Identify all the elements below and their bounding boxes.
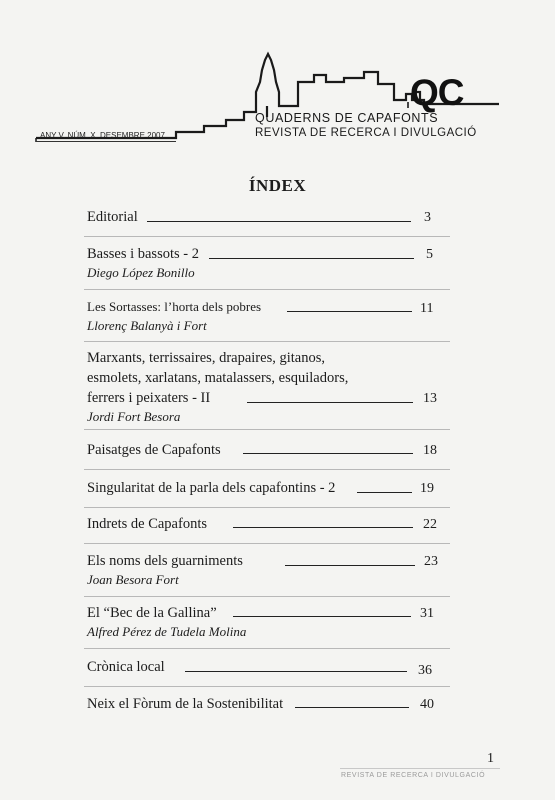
- dot-leader: [295, 707, 409, 708]
- entry-separator: [84, 686, 450, 687]
- entry-separator: [84, 469, 450, 470]
- entry-author: Diego López Bonillo: [87, 265, 195, 280]
- index-entry-bec-de-la-gallina[interactable]: [87, 604, 447, 640]
- page-number: 3: [424, 210, 431, 225]
- entry-title: Crònica local: [87, 659, 165, 675]
- dot-leader: [247, 402, 413, 403]
- page-number: 40: [420, 697, 434, 712]
- entry-title: Neix el Fòrum de la Sostenibilitat: [87, 696, 284, 712]
- page-number: 11: [420, 301, 434, 316]
- entry-title-line: Marxants, terrissaires, drapaires, gitanos,: [87, 350, 325, 366]
- entry-author: Alfred Pérez de Tudela Molina: [87, 624, 247, 639]
- entry-author: Llorenç Balanyà i Fort: [87, 318, 207, 333]
- entry-title: Editorial: [87, 209, 138, 225]
- index-entry-sortasses[interactable]: [87, 298, 447, 334]
- dot-leader: [185, 671, 407, 672]
- issue-rule: [36, 141, 176, 142]
- index-entry-editorial[interactable]: [87, 208, 447, 228]
- entry-separator: [84, 289, 450, 290]
- entry-title: Paisatges de Capafonts: [87, 442, 221, 458]
- entry-separator: [84, 648, 450, 649]
- entry-separator: [84, 543, 450, 544]
- dot-leader: [209, 258, 414, 259]
- dot-leader: [233, 616, 411, 617]
- index-entry-guarniments[interactable]: [87, 552, 447, 588]
- page-number: 13: [423, 391, 437, 406]
- index-entry-singularitat[interactable]: [87, 479, 447, 499]
- page-number: 36: [418, 663, 432, 678]
- index-entry-paisatges[interactable]: [87, 441, 447, 461]
- entry-author: Joan Besora Fort: [87, 572, 179, 587]
- footer-running-title: REVISTA DE RECERCA I DIVULGACIÓ: [341, 772, 486, 779]
- page-number: 23: [424, 554, 438, 569]
- dot-leader: [147, 221, 411, 222]
- page-number: 22: [423, 517, 437, 532]
- page-number: 5: [426, 247, 433, 262]
- index-title: ÍNDEX: [248, 176, 307, 195]
- page-number: 18: [423, 443, 437, 458]
- magazine-title: QUADERNS DE CAPAFONTS: [255, 111, 439, 125]
- entry-title: Singularitat de la parla dels capafontins - 2: [87, 480, 336, 496]
- index-entry-cronica-local[interactable]: [87, 658, 447, 678]
- entry-title: Indrets de Capafonts: [87, 516, 207, 532]
- magazine-logo: QC: [410, 72, 464, 113]
- entry-title: Basses i bassots - 2: [87, 246, 199, 262]
- index-entry-basses[interactable]: [87, 245, 447, 281]
- entry-title: Els noms dels guarniments: [87, 553, 243, 569]
- dot-leader: [357, 492, 412, 493]
- magazine-subtitle: REVISTA DE RECERCA I DIVULGACIÓ: [255, 127, 477, 139]
- dot-leader: [285, 565, 415, 566]
- entry-separator: [84, 429, 450, 430]
- page-folio: 1: [487, 751, 494, 766]
- entry-title-line: ferrers i peixaters - II: [87, 390, 211, 406]
- dot-leader: [233, 527, 413, 528]
- entry-separator: [84, 507, 450, 508]
- issue-info: ANY V. NÚM. X. DESEMBRE 2007: [40, 131, 165, 140]
- index-entry-indrets[interactable]: [87, 515, 447, 535]
- page-number: 31: [420, 606, 434, 621]
- footer-rule: [340, 768, 500, 769]
- index-entry-marxants[interactable]: [87, 349, 447, 425]
- index-entry-forum-sostenibilitat[interactable]: [87, 695, 447, 715]
- entry-title-line: esmolets, xarlatans, matalassers, esquiladors,: [87, 370, 349, 386]
- entry-title: El “Bec de la Gallina”: [87, 605, 217, 621]
- entry-title: Les Sortasses: l’horta dels pobres: [87, 299, 262, 314]
- entry-separator: [84, 596, 450, 597]
- dot-leader: [243, 453, 413, 454]
- page-number: 19: [420, 481, 434, 496]
- dot-leader: [287, 311, 412, 312]
- entry-author: Jordi Fort Besora: [87, 409, 181, 424]
- entry-separator: [84, 341, 450, 342]
- entry-separator: [84, 236, 450, 237]
